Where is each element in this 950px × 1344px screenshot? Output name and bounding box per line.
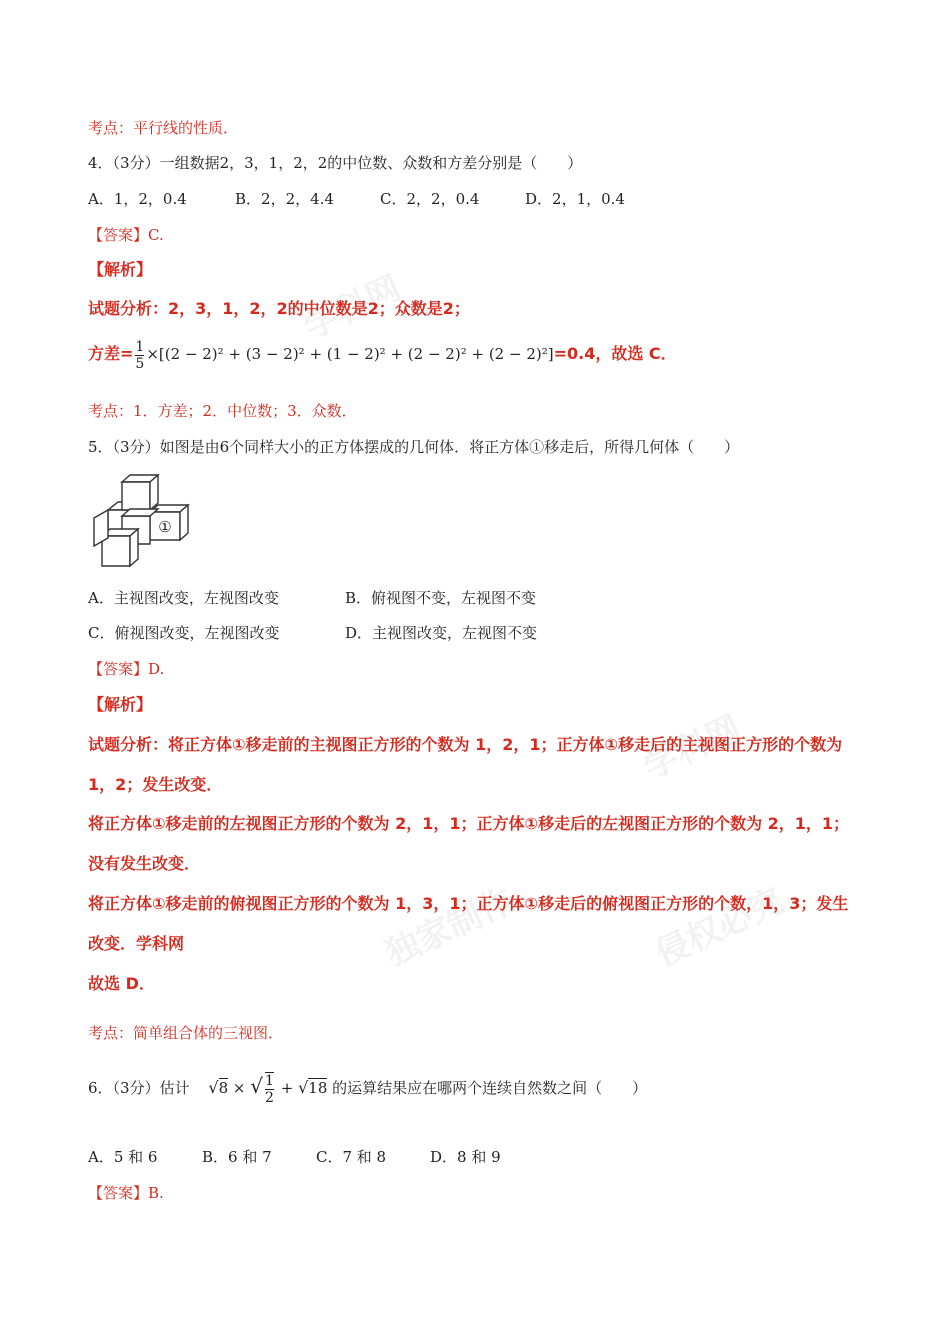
q5-analysis-line-4: 没有发生改变． [88, 854, 201, 873]
q6-stem-prefix: 6．（3分）估计 [88, 1079, 190, 1097]
q5-analysis-line-1: 试题分析：将正方体①移走前的主视图正方形的个数为 1，2，1；正方体①移走后的主视图正方形的个数为 [88, 735, 843, 754]
q5-option-c: C．俯视图改变，左视图改变 [88, 624, 280, 642]
q4-option-a: A．1，2，0.4 [88, 190, 187, 208]
q4-variance-suffix: =0.4，故选 C． [553, 344, 677, 363]
q6-stem-suffix: 的运算结果应在哪两个连续自然数之间（ ） [332, 1079, 648, 1097]
q5-jiexi-heading: 【解析】 [88, 695, 153, 714]
q4-analysis: 试题分析：2，3，1，2，2的中位数是2；众数是2； [88, 299, 470, 318]
q6-plus: + [280, 1079, 294, 1097]
q5-stem: 5．（3分）如图是由6个同样大小的正方体摆成的几何体．将正方体①移走后，所得几何体（ ） [88, 438, 740, 456]
q4-frac-num: 1 [135, 338, 145, 355]
q6-times: × [232, 1079, 246, 1097]
q5-option-a: A．主视图改变，左视图改变 [88, 589, 279, 607]
q5-cube-label: ① [158, 518, 172, 536]
q4-jiexi-heading: 【解析】 [88, 260, 153, 279]
q6-stem [88, 1064, 647, 1110]
q6-sqrt8: 8 [218, 1079, 229, 1097]
q5-option-d: D．主视图改变，左视图不变 [345, 624, 538, 642]
q5-analysis-line-2: 1，2；发生改变． [88, 775, 223, 794]
q5-cube-figure [92, 474, 196, 572]
q6-option-d: D．8 和 9 [430, 1148, 501, 1166]
q5-answer: 【答案】D. [88, 660, 165, 678]
q4-variance-expr: ×[(2 − 2)² + (3 − 2)² + (1 − 2)² + (2 − 2)² + (2 − 2)²] [146, 345, 554, 363]
q6-frac [265, 1072, 274, 1106]
q4-variance-fraction [135, 339, 144, 372]
q6-sqrt18: 18 [308, 1079, 328, 1097]
q4-variance-prefix: 方差= [88, 344, 134, 363]
q4-stem: 4．（3分）一组数据2，3，1，2，2的中位数、众数和方差分别是（ ） [88, 154, 583, 172]
q4-frac-den: 5 [135, 355, 145, 372]
watermark: 学科网 [297, 267, 408, 348]
q6-frac-num: 1 [265, 1073, 274, 1089]
q4-option-d: D．2，1，0.4 [525, 190, 625, 208]
watermark: 独家制作 [379, 880, 520, 975]
q5-analysis-line-7: 故选 D． [88, 974, 155, 993]
q6-option-c: C．7 和 8 [316, 1148, 387, 1166]
q6-option-b: B．6 和 7 [202, 1148, 272, 1166]
q6-option-a: A．5 和 6 [88, 1148, 158, 1166]
q5-kaodian: 考点：简单组合体的三视图． [88, 1024, 284, 1042]
watermark: 侵权必究 [649, 880, 790, 975]
q4-option-c: C．2，2，0.4 [380, 190, 480, 208]
q5-analysis-line-3: 将正方体①移走前的左视图正方形的个数为 2，1，1；正方体①移走后的左视图正方形的个数为 2，1，1； [88, 814, 850, 833]
q4-option-b: B．2，2，4.4 [235, 190, 334, 208]
watermark: 学科网 [637, 707, 748, 788]
q6-math: √8 × √ $\frac{1}{2}$ + √18 [208, 1073, 328, 1106]
q5-analysis-line-5: 将正方体①移走前的俯视图正方形的个数为 1，3，1；正方体①移走后的俯视图正方形的个数，1，3；发生 [88, 894, 849, 913]
q5-analysis-line-6: 改变．学科网 [88, 934, 185, 953]
q6-answer: 【答案】B. [88, 1184, 164, 1202]
q6-frac-den: 2 [265, 1090, 274, 1106]
q5-option-b: B．俯视图不变，左视图不变 [345, 589, 537, 607]
q4-answer: 【答案】C. [88, 226, 164, 244]
q4-variance-line [88, 334, 677, 374]
q3-kaodian: 考点：平行线的性质． [88, 119, 239, 137]
q4-kaodian: 考点：1．方差；2．中位数；3．众数． [88, 402, 357, 420]
